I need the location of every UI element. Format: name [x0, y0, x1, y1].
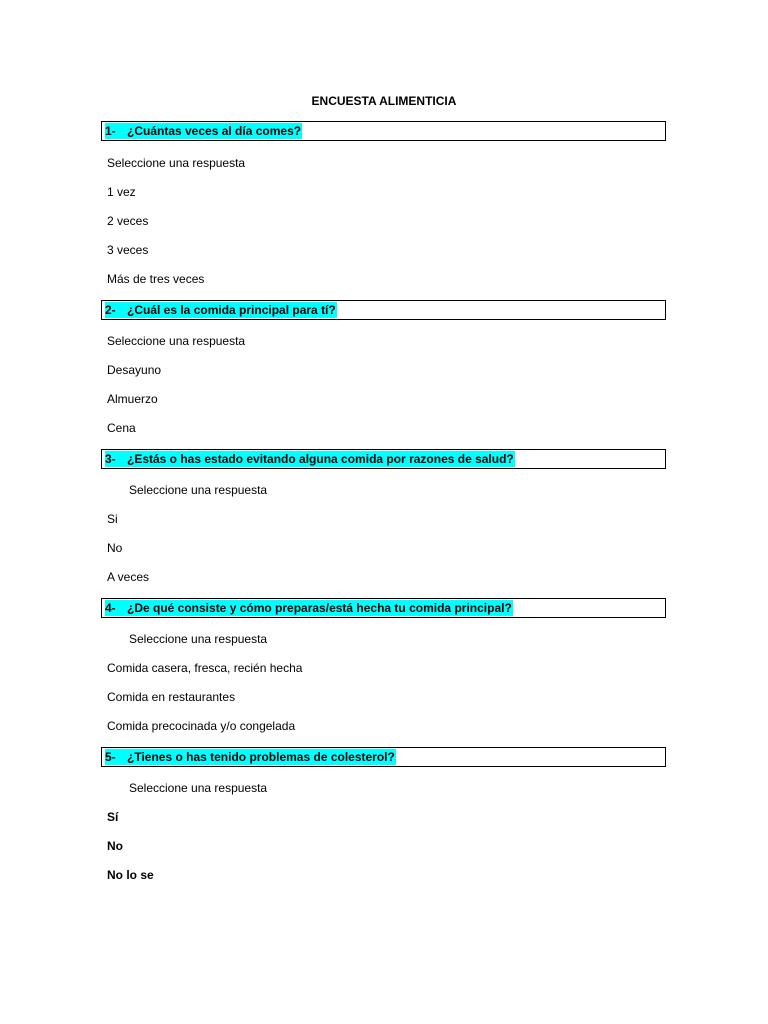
question-5-highlight — [105, 749, 396, 765]
question-4-option-1: Comida casera, fresca, recién hecha — [107, 661, 303, 675]
question-text: ¿Cuántas veces al día comes? — [127, 124, 302, 138]
question-text: ¿De qué consiste y cómo preparas/está hecha tu comida principal? — [127, 601, 512, 615]
question-2-option-3: Cena — [107, 421, 136, 435]
question-5-header — [101, 747, 666, 767]
question-4-header — [101, 598, 666, 618]
question-4-option-3: Comida precocinada y/o congelada — [107, 719, 296, 733]
question-3-highlight — [105, 451, 515, 467]
question-2-header — [101, 300, 666, 320]
question-1-header — [101, 121, 666, 141]
question-text: ¿Tienes o has tenido problemas de colesterol? — [127, 750, 395, 764]
question-1-prompt: Seleccione una respuesta — [107, 156, 246, 170]
question-number: 1- — [105, 124, 116, 138]
question-number: 4- — [105, 601, 116, 615]
question-number: 3- — [105, 452, 116, 466]
question-5-option-3: No lo se — [107, 868, 154, 882]
question-2-option-1: Desayuno — [107, 363, 162, 377]
question-text: ¿Cuál es la comida principal para tí? — [127, 303, 336, 317]
question-3-option-2: No — [107, 541, 123, 555]
question-3-option-1: Si — [107, 512, 118, 526]
question-text: ¿Estás o has estado evitando alguna comida por razones de salud? — [127, 452, 514, 466]
question-2-prompt: Seleccione una respuesta — [107, 334, 246, 348]
question-2-highlight — [105, 302, 337, 318]
question-4-prompt: Seleccione una respuesta — [129, 632, 268, 646]
question-4-option-2: Comida en restaurantes — [107, 690, 236, 704]
question-1-option-2: 2 veces — [107, 214, 149, 228]
question-3-prompt: Seleccione una respuesta — [129, 483, 268, 497]
question-3-header — [101, 449, 666, 469]
question-1-option-3: 3 veces — [107, 243, 149, 257]
page-title: ENCUESTA ALIMENTICIA — [311, 94, 457, 108]
question-1-highlight — [105, 123, 302, 139]
question-5-option-1: Sí — [107, 810, 119, 824]
question-number: 5- — [105, 750, 116, 764]
question-2-option-2: Almuerzo — [107, 392, 158, 406]
question-5-option-2: No — [107, 839, 123, 853]
question-4-highlight — [105, 600, 513, 616]
question-1-option-4: Más de tres veces — [107, 272, 205, 286]
question-3-option-3: A veces — [107, 570, 150, 584]
question-1-option-1: 1 vez — [107, 185, 136, 199]
question-number: 2- — [105, 303, 116, 317]
question-5-prompt: Seleccione una respuesta — [129, 781, 268, 795]
